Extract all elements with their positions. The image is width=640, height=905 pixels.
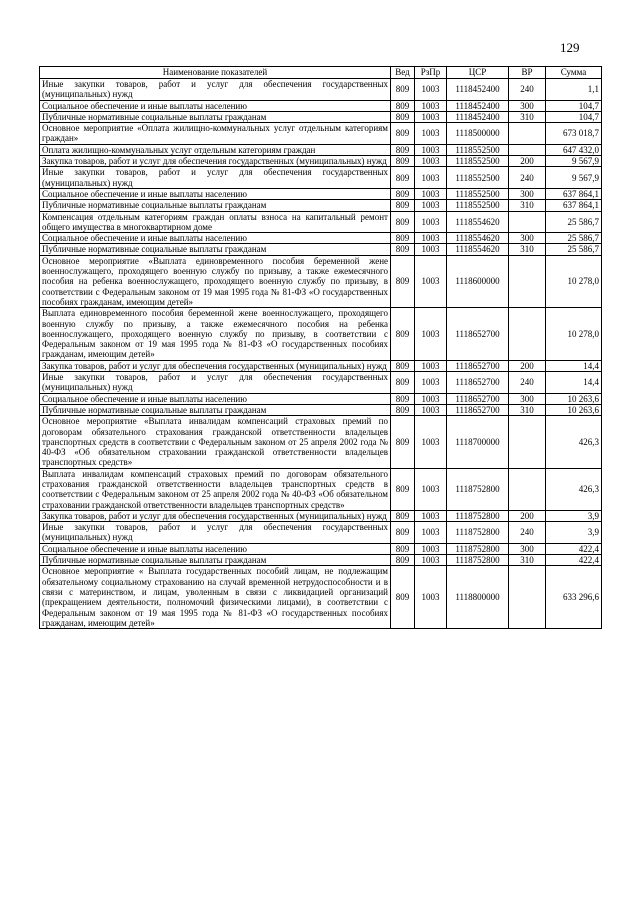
row-ved-cell: 809 — [391, 510, 415, 521]
row-csr-cell: 1118752800 — [447, 510, 509, 521]
row-vr-cell: 240 — [509, 79, 546, 101]
row-ved-cell: 809 — [391, 372, 415, 394]
row-name-cell: Закупка товаров, работ и услуг для обеспечения государственных (муниципальных) нужд — [40, 510, 391, 521]
row-csr-cell: 1118652700 — [447, 393, 509, 404]
row-csr-cell: 1118652700 — [447, 308, 509, 360]
table-row — [40, 211, 602, 233]
row-rzpr-cell: 1003 — [415, 416, 447, 468]
row-vr-cell — [509, 144, 546, 155]
page-number: 129 — [560, 40, 580, 55]
row-csr-cell: 1118552500 — [447, 156, 509, 167]
row-sum-cell: 10 263,6 — [546, 404, 602, 415]
row-sum-cell: 25 586,7 — [546, 244, 602, 255]
row-rzpr-cell: 1003 — [415, 372, 447, 394]
row-rzpr-cell: 1003 — [415, 100, 447, 111]
row-vr-cell — [509, 123, 546, 145]
row-vr-cell: 310 — [509, 244, 546, 255]
row-vr-cell: 310 — [509, 111, 546, 122]
row-rzpr-cell: 1003 — [415, 555, 447, 566]
row-ved-cell: 809 — [391, 211, 415, 233]
row-csr-cell: 1118800000 — [447, 566, 509, 629]
row-csr-cell: 1118652700 — [447, 372, 509, 394]
table-row — [40, 566, 602, 629]
row-rzpr-cell: 1003 — [415, 200, 447, 211]
row-name-cell: Оплата жилищно-коммунальных услуг отдельным категориям граждан — [40, 144, 391, 155]
row-name-cell: Иные закупки товаров, работ и услуг для обеспечения государственных (муниципальных) нужд — [40, 79, 391, 101]
row-csr-cell: 1118752800 — [447, 555, 509, 566]
table-row — [40, 79, 602, 101]
row-ved-cell: 809 — [391, 404, 415, 415]
row-ved-cell: 809 — [391, 244, 415, 255]
table-row — [40, 111, 602, 122]
table-row — [40, 404, 602, 415]
table-row — [40, 510, 602, 521]
row-rzpr-cell: 1003 — [415, 144, 447, 155]
row-sum-cell: 14,4 — [546, 372, 602, 394]
row-sum-cell: 104,7 — [546, 111, 602, 122]
row-sum-cell: 10 263,6 — [546, 393, 602, 404]
row-vr-cell — [509, 468, 546, 510]
row-rzpr-cell: 1003 — [415, 404, 447, 415]
row-rzpr-cell: 1003 — [415, 468, 447, 510]
table-row — [40, 200, 602, 211]
table-row — [40, 167, 602, 189]
row-vr-cell: 200 — [509, 510, 546, 521]
row-ved-cell: 809 — [391, 167, 415, 189]
row-sum-cell: 647 432,0 — [546, 144, 602, 155]
row-name-cell: Иные закупки товаров, работ и услуг для обеспечения государственных (муниципальных) нужд — [40, 167, 391, 189]
table-row — [40, 393, 602, 404]
row-csr-cell: 1118552500 — [447, 167, 509, 189]
row-sum-cell: 104,7 — [546, 100, 602, 111]
row-ved-cell: 809 — [391, 100, 415, 111]
table-row — [40, 372, 602, 394]
row-sum-cell: 426,3 — [546, 416, 602, 468]
table-row — [40, 255, 602, 307]
row-rzpr-cell: 1003 — [415, 188, 447, 199]
row-vr-cell: 310 — [509, 200, 546, 211]
row-vr-cell: 310 — [509, 555, 546, 566]
row-ved-cell: 809 — [391, 468, 415, 510]
row-csr-cell: 1118600000 — [447, 255, 509, 307]
row-rzpr-cell: 1003 — [415, 566, 447, 629]
row-csr-cell: 1118452400 — [447, 79, 509, 101]
table-row — [40, 416, 602, 468]
row-sum-cell: 3,9 — [546, 522, 602, 544]
table-row — [40, 308, 602, 360]
row-vr-cell — [509, 308, 546, 360]
row-name-cell: Социальное обеспечение и иные выплаты населению — [40, 100, 391, 111]
row-vr-cell: 300 — [509, 188, 546, 199]
row-ved-cell: 809 — [391, 555, 415, 566]
header-rzpr: РзПр — [415, 67, 447, 79]
row-ved-cell: 809 — [391, 416, 415, 468]
table-row — [40, 144, 602, 155]
row-sum-cell: 426,3 — [546, 468, 602, 510]
table-row — [40, 100, 602, 111]
row-ved-cell: 809 — [391, 79, 415, 101]
table-row — [40, 244, 602, 255]
row-name-cell: Компенсация отдельным категориям граждан оплаты взноса на капитальный ремонт общего имущества в многоквартирном доме — [40, 211, 391, 233]
row-ved-cell: 809 — [391, 111, 415, 122]
row-rzpr-cell: 1003 — [415, 156, 447, 167]
header-ved: Вед — [391, 67, 415, 79]
row-sum-cell: 9 567,9 — [546, 156, 602, 167]
table-row — [40, 123, 602, 145]
row-name-cell: Иные закупки товаров, работ и услуг для обеспечения государственных (муниципальных) нужд — [40, 372, 391, 394]
row-csr-cell: 1118700000 — [447, 416, 509, 468]
row-name-cell: Основное мероприятие « Выплата государственных пособий лицам, не подлежащим обязательному социальному страхованию на случай временной нетрудоспособности и в связи с материнством, и лицам, уволенным в связи с ликвидацией организаций (прекращением деятельности, полномочий физическими лицами), в соответствии с Федеральным законом от 19 мая 1995 года № 81-ФЗ «О государственных пособиях гражданам, имеющим детей» — [40, 566, 391, 629]
row-vr-cell: 200 — [509, 156, 546, 167]
row-vr-cell — [509, 416, 546, 468]
row-csr-cell: 1118554620 — [447, 233, 509, 244]
row-vr-cell: 300 — [509, 100, 546, 111]
budget-table — [39, 66, 602, 629]
row-name-cell: Закупка товаров, работ и услуг для обеспечения государственных (муниципальных) нужд — [40, 360, 391, 371]
row-ved-cell: 809 — [391, 200, 415, 211]
row-sum-cell: 1,1 — [546, 79, 602, 101]
row-csr-cell: 1118652700 — [447, 404, 509, 415]
row-name-cell: Основное мероприятие «Оплата жилищно-коммунальных услуг отдельным категориям граждан» — [40, 123, 391, 145]
row-name-cell: Иные закупки товаров, работ и услуг для обеспечения государственных (муниципальных) нужд — [40, 522, 391, 544]
row-sum-cell: 10 278,0 — [546, 255, 602, 307]
row-sum-cell: 422,4 — [546, 543, 602, 554]
row-sum-cell: 14,4 — [546, 360, 602, 371]
row-vr-cell: 310 — [509, 404, 546, 415]
row-rzpr-cell: 1003 — [415, 308, 447, 360]
row-ved-cell: 809 — [391, 233, 415, 244]
row-sum-cell: 673 018,7 — [546, 123, 602, 145]
row-ved-cell: 809 — [391, 522, 415, 544]
row-rzpr-cell: 1003 — [415, 522, 447, 544]
row-ved-cell: 809 — [391, 308, 415, 360]
row-rzpr-cell: 1003 — [415, 510, 447, 521]
table-row — [40, 360, 602, 371]
row-name-cell: Публичные нормативные социальные выплаты гражданам — [40, 555, 391, 566]
row-name-cell: Основное мероприятие «Выплата инвалидам компенсаций страховых премий по договорам обязательного страхования гражданской ответственности владельцев транспортных средств в соответствии с Федеральным законом от 25 апреля 2002 года № 40-ФЗ «Об обязательном страховании гражданской ответственности владельцев транспортных средств» — [40, 416, 391, 468]
row-name-cell: Публичные нормативные социальные выплаты гражданам — [40, 244, 391, 255]
row-ved-cell: 809 — [391, 123, 415, 145]
row-csr-cell: 1118552500 — [447, 144, 509, 155]
row-name-cell: Социальное обеспечение и иные выплаты населению — [40, 543, 391, 554]
table-row — [40, 233, 602, 244]
row-csr-cell: 1118554620 — [447, 244, 509, 255]
table-row — [40, 543, 602, 554]
row-vr-cell — [509, 211, 546, 233]
row-name-cell: Выплата единовременного пособия беременной жене военнослужащего, проходящего военную службу по призыву, а также ежемесячного пособия на ребенка военнослужащего, проходящего военную службу по призыву, в соответствии с Федеральным законом от 19 мая 1995 года № 81-ФЗ «О государственных пособиях гражданам, имеющим детей» — [40, 308, 391, 360]
row-rzpr-cell: 1003 — [415, 244, 447, 255]
row-vr-cell: 300 — [509, 393, 546, 404]
row-name-cell: Закупка товаров, работ и услуг для обеспечения государственных (муниципальных) нужд — [40, 156, 391, 167]
row-name-cell: Социальное обеспечение и иные выплаты населению — [40, 233, 391, 244]
row-rzpr-cell: 1003 — [415, 167, 447, 189]
row-rzpr-cell: 1003 — [415, 211, 447, 233]
row-sum-cell: 3,9 — [546, 510, 602, 521]
row-ved-cell: 809 — [391, 144, 415, 155]
table-body — [40, 79, 602, 629]
row-rzpr-cell: 1003 — [415, 393, 447, 404]
row-vr-cell: 240 — [509, 167, 546, 189]
table-row — [40, 555, 602, 566]
row-vr-cell: 300 — [509, 233, 546, 244]
row-ved-cell: 809 — [391, 188, 415, 199]
row-csr-cell: 1118652700 — [447, 360, 509, 371]
row-ved-cell: 809 — [391, 543, 415, 554]
table-row — [40, 156, 602, 167]
row-csr-cell: 1118752800 — [447, 468, 509, 510]
row-csr-cell: 1118552500 — [447, 200, 509, 211]
row-rzpr-cell: 1003 — [415, 123, 447, 145]
header-csr: ЦСР — [447, 67, 509, 79]
row-name-cell: Публичные нормативные социальные выплаты гражданам — [40, 111, 391, 122]
header-vr: ВР — [509, 67, 546, 79]
row-csr-cell: 1118752800 — [447, 522, 509, 544]
row-name-cell: Выплата инвалидам компенсаций страховых премий по договорам обязательного страхования гражданской ответственности владельцев транспортных средств в соответствии с Федеральным законом от 25 апреля 2002 года № 40-ФЗ «Об обязательном страховании гражданской ответственности владельцев транспортных средств» — [40, 468, 391, 510]
row-sum-cell: 633 296,6 — [546, 566, 602, 629]
row-ved-cell: 809 — [391, 156, 415, 167]
row-sum-cell: 422,4 — [546, 555, 602, 566]
row-vr-cell: 240 — [509, 372, 546, 394]
row-name-cell: Социальное обеспечение и иные выплаты населению — [40, 393, 391, 404]
header-sum: Сумма — [546, 67, 602, 79]
header-name: Наименование показателей — [40, 67, 391, 79]
row-rzpr-cell: 1003 — [415, 543, 447, 554]
row-rzpr-cell: 1003 — [415, 255, 447, 307]
row-rzpr-cell: 1003 — [415, 233, 447, 244]
row-csr-cell: 1118452400 — [447, 111, 509, 122]
row-csr-cell: 1118752800 — [447, 543, 509, 554]
row-ved-cell: 809 — [391, 566, 415, 629]
row-csr-cell: 1118452400 — [447, 100, 509, 111]
row-rzpr-cell: 1003 — [415, 79, 447, 101]
row-name-cell: Основное мероприятие «Выплата единовременного пособия беременной жене военнослужащего, проходящего военную службу по призыву, а также ежемесячного пособия на ребенка военнослужащего, проходящего военную службу по призыву, в соответствии с Федеральным законом от 19 мая 1995 года № 81-ФЗ «О государственных пособиях гражданам, имеющим детей» — [40, 255, 391, 307]
row-csr-cell: 1118554620 — [447, 211, 509, 233]
row-ved-cell: 809 — [391, 393, 415, 404]
row-vr-cell: 240 — [509, 522, 546, 544]
row-sum-cell: 25 586,7 — [546, 211, 602, 233]
row-name-cell: Публичные нормативные социальные выплаты гражданам — [40, 200, 391, 211]
row-rzpr-cell: 1003 — [415, 360, 447, 371]
table-row — [40, 522, 602, 544]
row-vr-cell: 300 — [509, 543, 546, 554]
row-csr-cell: 1118500000 — [447, 123, 509, 145]
row-sum-cell: 10 278,0 — [546, 308, 602, 360]
row-csr-cell: 1118552500 — [447, 188, 509, 199]
table-row — [40, 188, 602, 199]
row-sum-cell: 637 864,1 — [546, 188, 602, 199]
row-sum-cell: 637 864,1 — [546, 200, 602, 211]
table-row — [40, 468, 602, 510]
row-rzpr-cell: 1003 — [415, 111, 447, 122]
row-name-cell: Социальное обеспечение и иные выплаты населению — [40, 188, 391, 199]
row-vr-cell — [509, 255, 546, 307]
row-ved-cell: 809 — [391, 255, 415, 307]
table-header-row — [40, 67, 602, 79]
row-ved-cell: 809 — [391, 360, 415, 371]
row-name-cell: Публичные нормативные социальные выплаты гражданам — [40, 404, 391, 415]
row-vr-cell: 200 — [509, 360, 546, 371]
row-sum-cell: 9 567,9 — [546, 167, 602, 189]
row-vr-cell — [509, 566, 546, 629]
row-sum-cell: 25 586,7 — [546, 233, 602, 244]
